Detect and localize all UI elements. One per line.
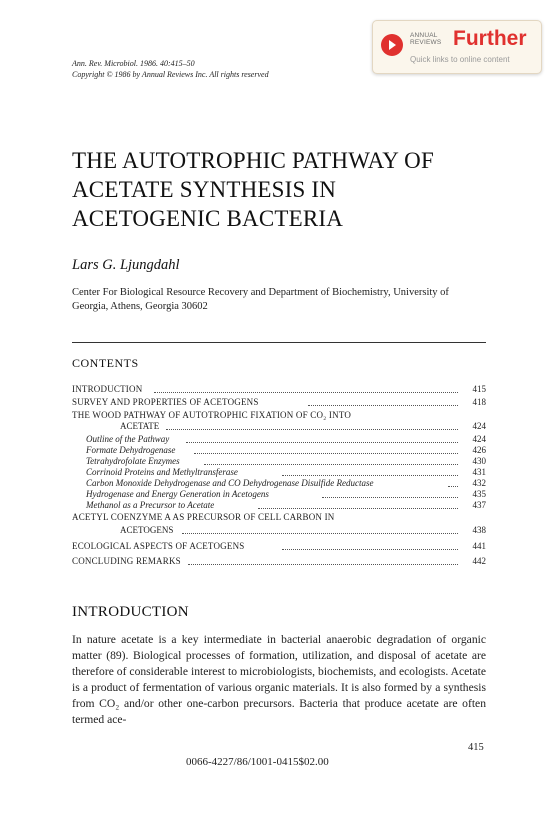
toc-leader-dots (186, 435, 458, 443)
toc-entry-label: Hydrogenase and Energy Generation in Acetogens (86, 489, 269, 499)
copyright-notice: Copyright © 1986 by Annual Reviews Inc. All rights reserved (72, 70, 269, 79)
toc-leader-dots (194, 446, 458, 454)
toc-entry (72, 555, 486, 567)
article-title (72, 146, 434, 233)
toc-entry-label: Outline of the Pathway (86, 434, 170, 444)
toc-leader-dots (322, 490, 458, 498)
toc-entry (72, 511, 486, 523)
toc-leader-dots (282, 468, 458, 476)
toc-entry-label: Tetrahydrofolate Enzymes (86, 456, 180, 466)
contents-heading: CONTENTS (72, 356, 139, 370)
toc-leader-dots (166, 422, 458, 430)
toc-leader-dots (188, 557, 458, 565)
toc-entry-label: ACETOGENS (120, 525, 174, 535)
title-line: THE AUTOTROPHIC PATHWAY OF (72, 148, 434, 173)
toc-entry-label: ECOLOGICAL ASPECTS OF ACETOGENS (72, 541, 245, 551)
further-arrow-icon (381, 34, 403, 56)
author-affiliation: Center For Biological Resource Recovery and Department of Biochemistry, University of Georgia, Athens, Georgia 30602 (72, 287, 449, 312)
introduction-paragraph: In nature acetate is a key intermediate in bacterial anaerobic degradation of organic matter (89). Biological processes of formation, utilization, and disposal of acetate are therefore of considerable interest to microbiologists, biochemists, and ecologists. Acetate is a product of fermentation of various organic materials. It is also formed by a synthesis from CO₂ and/or other one-carbon precursors. Bacteria that produce acetate are often termed ace- (72, 633, 486, 726)
toc-entry-page: 424 (472, 421, 486, 431)
toc-entry (72, 383, 486, 395)
toc-entry-label: ACETATE (120, 421, 160, 431)
annual-reviews-logo-text: ANNUAL REVIEWS (410, 32, 442, 46)
toc-leader-dots (448, 479, 458, 487)
toc-entry-label: ACETYL COENZYME A AS PRECURSOR OF CELL CARBON IN (72, 512, 335, 522)
toc-entry-page: 418 (472, 397, 486, 407)
toc-entry (72, 524, 486, 536)
toc-leader-dots (308, 398, 458, 406)
page-number: 415 (468, 742, 484, 753)
toc-entry-page: 435 (472, 489, 486, 499)
toc-entry (72, 540, 486, 552)
further-logo-text: Further (453, 27, 527, 50)
toc-entry-page: 441 (472, 541, 486, 551)
introduction-heading: INTRODUCTION (72, 604, 189, 620)
title-line: ACETOGENIC BACTERIA (72, 206, 344, 231)
toc-entry-page: 431 (472, 467, 486, 477)
price-code: 0066-4227/86/1001-0415$02.00 (186, 756, 329, 768)
toc-entry-label: Corrinoid Proteins and Methyltransferase (86, 467, 238, 477)
journal-citation: Ann. Rev. Microbiol. 1986. 40:415–50 (72, 59, 195, 68)
further-badge[interactable] (372, 20, 542, 74)
toc-entry-page: 442 (472, 556, 486, 566)
toc-entry-page: 438 (472, 525, 486, 535)
toc-entry (72, 499, 486, 511)
toc-entry-page: 415 (472, 384, 486, 394)
toc-leader-dots (258, 501, 458, 509)
toc-leader-dots (282, 542, 458, 550)
toc-entry-label: Carbon Monoxide Dehydrogenase and CO Dehydrogenase Disulfide Reductase (86, 478, 374, 488)
toc-leader-dots (204, 457, 458, 465)
toc-entry-label: THE WOOD PATHWAY OF AUTOTROPHIC FIXATION OF CO₂ INTO (72, 410, 352, 420)
toc-entry-page: 432 (472, 478, 486, 488)
toc-entry (72, 420, 486, 432)
section-divider (72, 342, 486, 343)
toc-entry-label: INTRODUCTION (72, 384, 143, 394)
further-tagline: Quick links to online content (410, 55, 510, 64)
toc-entry-page: 426 (472, 445, 486, 455)
author-name: Lars G. Ljungdahl (72, 257, 180, 273)
toc-leader-dots (182, 526, 458, 534)
toc-entry (72, 396, 486, 408)
toc-entry-page: 437 (472, 500, 486, 510)
toc-entry-label: CONCLUDING REMARKS (72, 556, 181, 566)
toc-entry-label: Methanol as a Precursor to Acetate (86, 500, 215, 510)
toc-leader-dots (154, 385, 458, 393)
toc-entry-page: 430 (472, 456, 486, 466)
title-line: ACETATE SYNTHESIS IN (72, 177, 337, 202)
toc-entry-page: 424 (472, 434, 486, 444)
toc-entry-label: Formate Dehydrogenase (86, 445, 176, 455)
toc-entry-label: SURVEY AND PROPERTIES OF ACETOGENS (72, 397, 259, 407)
